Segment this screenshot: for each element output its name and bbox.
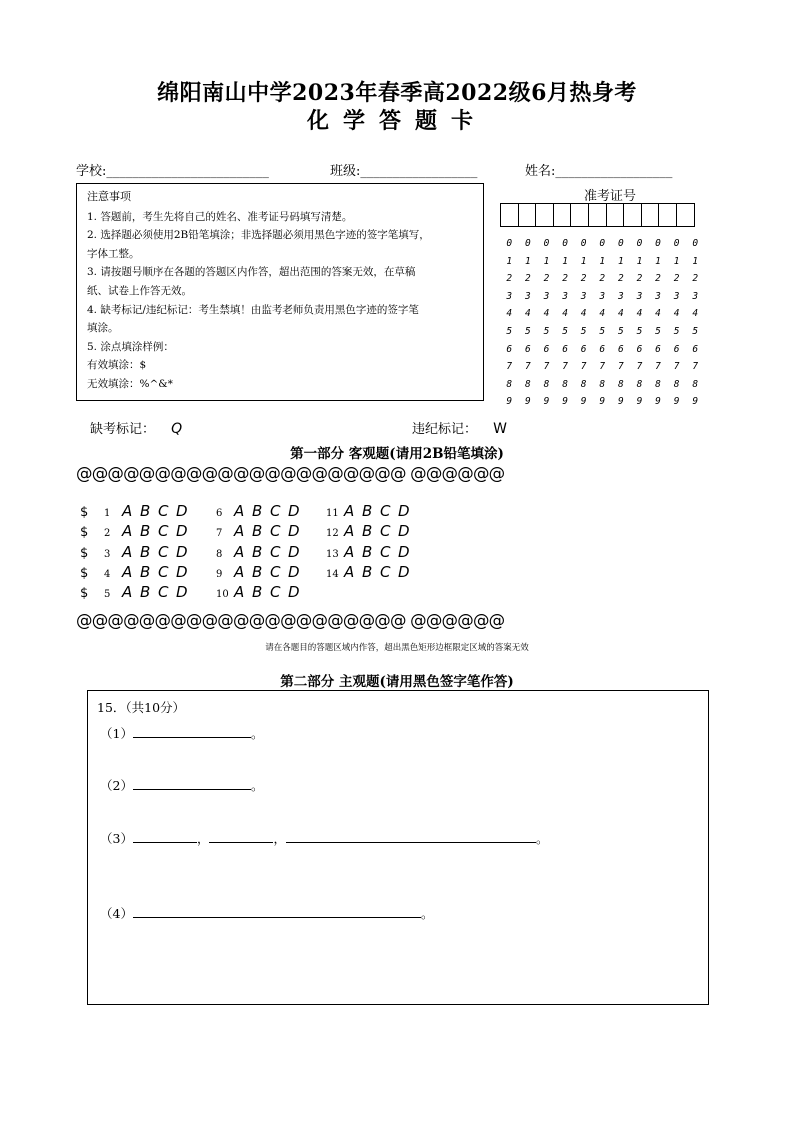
exam-number-cell[interactable] bbox=[588, 203, 607, 227]
option-bubble[interactable]: A bbox=[122, 562, 133, 581]
question-number: 7 bbox=[216, 528, 223, 540]
question-item bbox=[80, 543, 194, 563]
option-bubble[interactable]: B bbox=[362, 522, 373, 541]
q15-sub3[interactable] bbox=[100, 829, 549, 847]
q15-sub2-end: 。 bbox=[250, 778, 264, 793]
exam-digit-bubble[interactable]: 3 bbox=[599, 290, 606, 302]
exam-digit-bubble[interactable]: 3 bbox=[673, 290, 680, 302]
q15-sub4[interactable] bbox=[100, 904, 433, 922]
school-blank: _________________________ bbox=[106, 164, 269, 179]
option-bubble[interactable]: D bbox=[176, 542, 188, 561]
question-number: 12 bbox=[326, 528, 339, 540]
option-bubble[interactable]: B bbox=[140, 542, 151, 561]
notes-title: 注意事项 bbox=[87, 190, 131, 203]
option-bubble[interactable]: D bbox=[288, 562, 300, 581]
option-bubble[interactable]: C bbox=[158, 542, 169, 561]
option-bubble[interactable]: B bbox=[140, 522, 151, 541]
option-bubble[interactable]: B bbox=[140, 502, 151, 520]
exam-digit-bubble[interactable]: 5 bbox=[562, 326, 568, 337]
exam-digit-bubble[interactable]: 0 bbox=[692, 238, 699, 249]
name-field[interactable] bbox=[525, 160, 672, 179]
question-item bbox=[80, 522, 194, 542]
option-bubble[interactable]: A bbox=[234, 522, 245, 541]
exam-digit-bubble[interactable]: 6 bbox=[543, 343, 550, 355]
exam-digit-bubble[interactable]: 3 bbox=[636, 290, 643, 302]
exam-digit-bubble[interactable]: 7 bbox=[543, 361, 550, 373]
q15-sub1-blank[interactable] bbox=[133, 725, 251, 738]
question-item bbox=[216, 522, 306, 542]
exam-digit-bubble[interactable]: 4 bbox=[562, 308, 568, 320]
note-line: 5. 涂点填涂样例： bbox=[87, 340, 174, 353]
q15-header: 15．（共10分） bbox=[97, 700, 186, 715]
option-bubble[interactable]: B bbox=[140, 562, 151, 581]
question-number: 11 bbox=[326, 508, 339, 519]
exam-digit-bubble[interactable]: 0 bbox=[580, 238, 587, 249]
exam-digit-bubble[interactable]: 4 bbox=[599, 308, 606, 320]
exam-digit-row bbox=[500, 344, 705, 355]
q15-sub3-blank-3[interactable] bbox=[286, 830, 536, 843]
exam-digit-bubble[interactable]: 6 bbox=[562, 343, 568, 355]
exam-number-cell[interactable] bbox=[553, 203, 572, 227]
option-bubble[interactable]: C bbox=[270, 542, 281, 561]
note-line: 无效填涂：%^&* bbox=[87, 377, 173, 390]
exam-digit-bubble[interactable]: 8 bbox=[673, 378, 680, 390]
exam-digit-bubble[interactable]: 1 bbox=[636, 255, 643, 267]
exam-digit-bubble[interactable]: 7 bbox=[655, 361, 661, 373]
exam-digit-bubble[interactable]: 6 bbox=[599, 343, 606, 355]
note-line: 纸、试卷上作答无效。 bbox=[87, 284, 192, 297]
exam-digit-bubble[interactable]: 5 bbox=[506, 326, 513, 337]
exam-digit-bubble[interactable]: 2 bbox=[636, 273, 643, 285]
notes-box bbox=[76, 183, 484, 401]
exam-digit-bubble[interactable]: 1 bbox=[599, 255, 606, 267]
timing-marks-top: @@@@@@@@@@@@@@@@@@@@@ @@@@@@ bbox=[76, 464, 505, 483]
exam-digit-bubble[interactable]: 5 bbox=[599, 326, 606, 337]
exam-digit-bubble[interactable]: 8 bbox=[562, 378, 568, 390]
class-blank: __________________ bbox=[360, 164, 478, 179]
note-line: 1. 答题前，考生先将自己的姓名、准考证号码填写清楚。 bbox=[87, 210, 353, 223]
exam-digit-bubble[interactable]: 8 bbox=[692, 378, 699, 390]
exam-digit-bubble[interactable]: 2 bbox=[506, 273, 513, 285]
option-bubble[interactable]: C bbox=[380, 502, 391, 520]
exam-digit-bubble[interactable]: 3 bbox=[525, 290, 531, 302]
q15-sub4-blank[interactable] bbox=[133, 905, 421, 918]
option-bubble[interactable]: B bbox=[252, 562, 263, 581]
timing-marks-bottom: @@@@@@@@@@@@@@@@@@@@@ @@@@@@ bbox=[76, 611, 505, 630]
exam-digit-bubble[interactable]: 8 bbox=[599, 378, 606, 390]
question-number: 1 bbox=[104, 508, 111, 519]
q15-sub2-label: （2） bbox=[100, 778, 133, 793]
school-label: 学校: bbox=[76, 164, 107, 179]
note-line: 字体工整。 bbox=[87, 247, 140, 260]
exam-digit-bubble[interactable]: 4 bbox=[580, 308, 587, 320]
exam-number-cell[interactable] bbox=[570, 203, 589, 227]
exam-digit-bubble[interactable]: 7 bbox=[506, 361, 513, 373]
exam-digit-bubble[interactable]: 9 bbox=[617, 396, 624, 408]
exam-digit-bubble[interactable]: 5 bbox=[692, 326, 699, 337]
option-bubble[interactable]: D bbox=[398, 502, 410, 520]
answer-area-footnote: 请在各题目的答题区域内作答，超出黑色矩形边框限定区域的答案无效 bbox=[265, 643, 529, 653]
option-bubble[interactable]: C bbox=[380, 522, 391, 541]
exam-digit-bubble[interactable]: 3 bbox=[655, 290, 661, 302]
exam-number-cell[interactable] bbox=[623, 203, 642, 227]
part1-title: 第一部分 客观题(请用2B铅笔填涂) bbox=[290, 446, 504, 462]
question-item bbox=[326, 543, 416, 563]
exam-digit-bubble[interactable]: 3 bbox=[506, 290, 513, 302]
q15-sub3-blank-1[interactable] bbox=[133, 830, 197, 843]
exam-digit-bubble[interactable]: 1 bbox=[506, 255, 513, 267]
question-item bbox=[216, 583, 306, 603]
exam-digit-bubble[interactable]: 5 bbox=[617, 326, 624, 337]
position-marker: $ bbox=[80, 586, 89, 602]
exam-digit-bubble[interactable]: 9 bbox=[525, 396, 531, 408]
q15-sub3-sep-1: ， bbox=[196, 831, 210, 846]
exam-digit-row bbox=[500, 326, 705, 337]
question-number: 2 bbox=[104, 528, 111, 540]
q15-sub3-label: （3） bbox=[100, 831, 133, 846]
question-number: 9 bbox=[216, 568, 223, 580]
exam-digit-bubble[interactable]: 2 bbox=[655, 273, 661, 285]
exam-digit-bubble[interactable]: 1 bbox=[655, 255, 661, 267]
exam-digit-bubble[interactable]: 6 bbox=[506, 343, 513, 355]
question-number: 14 bbox=[326, 568, 339, 580]
exam-digit-bubble[interactable]: 0 bbox=[599, 238, 606, 249]
option-bubble[interactable]: D bbox=[288, 502, 300, 520]
exam-digit-bubble[interactable]: 8 bbox=[617, 378, 624, 390]
exam-digit-bubble[interactable]: 7 bbox=[599, 361, 606, 373]
option-bubble[interactable]: B bbox=[252, 542, 263, 561]
exam-digit-row bbox=[500, 396, 705, 407]
q15-sub4-end: 。 bbox=[420, 906, 434, 921]
question-number: 3 bbox=[104, 548, 111, 560]
option-bubble[interactable]: B bbox=[252, 522, 263, 541]
q15-sub1-end: 。 bbox=[250, 726, 264, 741]
exam-digit-bubble[interactable]: 8 bbox=[525, 378, 531, 390]
option-bubble[interactable]: C bbox=[270, 522, 281, 541]
exam-digit-bubble[interactable]: 9 bbox=[655, 396, 661, 408]
exam-digit-bubble[interactable]: 5 bbox=[543, 326, 550, 337]
exam-digit-bubble[interactable]: 4 bbox=[543, 308, 550, 320]
option-bubble[interactable]: A bbox=[234, 542, 245, 561]
exam-digit-bubble[interactable]: 8 bbox=[543, 378, 550, 390]
exam-digit-bubble[interactable]: 2 bbox=[580, 273, 587, 285]
note-line: 3. 请按题号顺序在各题的答题区内作答，超出范围的答案无效，在草稿 bbox=[87, 266, 416, 279]
exam-digit-bubble[interactable]: 7 bbox=[692, 361, 699, 373]
position-marker: $ bbox=[80, 525, 89, 541]
q15-sub3-sep-2: ， bbox=[273, 831, 286, 846]
exam-digit-bubble[interactable]: 0 bbox=[525, 238, 531, 249]
absent-mark[interactable] bbox=[90, 418, 182, 437]
question-number: 6 bbox=[216, 508, 223, 519]
page-title: 绵阳南山中学2023年春季高2022级6月热身考 bbox=[157, 80, 637, 106]
question-number: 13 bbox=[326, 548, 339, 560]
option-bubble[interactable]: C bbox=[270, 583, 281, 602]
option-bubble[interactable]: C bbox=[270, 562, 281, 581]
option-bubble[interactable]: A bbox=[344, 542, 355, 561]
option-bubble[interactable]: A bbox=[234, 562, 245, 581]
exam-digit-bubble[interactable]: 7 bbox=[636, 361, 643, 373]
option-bubble[interactable]: D bbox=[398, 522, 410, 541]
exam-digit-bubble[interactable]: 2 bbox=[543, 273, 550, 285]
exam-digit-bubble[interactable]: 3 bbox=[692, 290, 699, 302]
absent-mark-symbol[interactable]: Q bbox=[171, 421, 183, 437]
option-bubble[interactable]: A bbox=[122, 522, 133, 541]
option-bubble[interactable]: C bbox=[158, 583, 169, 602]
option-bubble[interactable]: B bbox=[252, 583, 263, 602]
violation-mark-label: 违纪标记： bbox=[412, 422, 478, 437]
exam-digit-row bbox=[500, 291, 705, 302]
option-bubble[interactable]: B bbox=[362, 502, 373, 520]
option-bubble[interactable]: D bbox=[288, 522, 300, 541]
exam-digit-row bbox=[500, 379, 705, 390]
exam-digit-bubble[interactable]: 3 bbox=[580, 290, 587, 302]
exam-digit-bubble[interactable]: 7 bbox=[562, 361, 568, 373]
note-line: 填涂。 bbox=[87, 322, 119, 335]
exam-digit-bubble[interactable]: 5 bbox=[655, 326, 661, 337]
exam-digit-bubble[interactable]: 9 bbox=[506, 396, 513, 408]
exam-digit-bubble[interactable]: 6 bbox=[525, 343, 531, 355]
exam-digit-bubble[interactable]: 4 bbox=[617, 308, 624, 320]
exam-digit-bubble[interactable]: 9 bbox=[580, 396, 587, 408]
exam-digit-bubble[interactable]: 9 bbox=[692, 396, 699, 408]
exam-digit-bubble[interactable]: 6 bbox=[636, 343, 643, 355]
note-line: 4. 缺考标记/违纪标记：考生禁填！由监考老师负责用黑色字迹的签字笔 bbox=[87, 303, 419, 316]
exam-digit-bubble[interactable]: 1 bbox=[525, 255, 531, 267]
name-blank: __________________ bbox=[555, 164, 673, 179]
exam-digit-bubble[interactable]: 2 bbox=[562, 273, 568, 285]
class-field[interactable] bbox=[330, 160, 477, 179]
exam-digit-bubble[interactable]: 1 bbox=[543, 255, 550, 267]
option-bubble[interactable]: D bbox=[288, 583, 300, 602]
exam-digit-bubble[interactable]: 4 bbox=[636, 308, 643, 320]
exam-digit-bubble[interactable]: 5 bbox=[525, 326, 531, 337]
exam-digit-bubble[interactable]: 6 bbox=[655, 343, 661, 355]
exam-digit-bubble[interactable]: 1 bbox=[617, 255, 624, 267]
exam-digit-bubble[interactable]: 0 bbox=[673, 238, 680, 249]
option-bubble[interactable]: A bbox=[234, 502, 245, 520]
option-bubble[interactable]: B bbox=[252, 502, 263, 520]
exam-digit-bubble[interactable]: 9 bbox=[562, 396, 568, 408]
part2-title: 第二部分 主观题(请用黑色签字笔作答) bbox=[280, 674, 514, 690]
exam-digit-bubble[interactable]: 4 bbox=[673, 308, 680, 320]
name-label: 姓名: bbox=[525, 164, 556, 179]
question-item bbox=[216, 563, 306, 583]
position-marker: $ bbox=[80, 505, 89, 520]
option-bubble[interactable]: B bbox=[362, 542, 373, 561]
exam-digit-row bbox=[500, 273, 705, 284]
exam-digit-bubble[interactable]: 1 bbox=[562, 255, 568, 267]
exam-number-cell[interactable] bbox=[606, 203, 625, 227]
option-bubble[interactable]: C bbox=[158, 522, 169, 541]
exam-digit-bubble[interactable]: 9 bbox=[636, 396, 643, 408]
exam-digit-bubble[interactable]: 0 bbox=[655, 238, 661, 249]
page-subtitle: 化学答题卡 bbox=[306, 108, 487, 134]
violation-mark[interactable] bbox=[412, 418, 507, 437]
exam-digit-bubble[interactable]: 7 bbox=[580, 361, 587, 373]
exam-digit-bubble[interactable]: 0 bbox=[636, 238, 643, 249]
exam-digit-bubble[interactable]: 2 bbox=[692, 273, 699, 285]
exam-digit-bubble[interactable]: 2 bbox=[673, 273, 680, 285]
exam-number-cell[interactable] bbox=[658, 203, 677, 227]
exam-digit-bubble[interactable]: 8 bbox=[636, 378, 643, 390]
exam-digit-bubble[interactable]: 7 bbox=[673, 361, 680, 373]
question-column-3 bbox=[326, 502, 416, 583]
exam-number-cell[interactable] bbox=[641, 203, 660, 227]
option-bubble[interactable]: A bbox=[122, 583, 133, 602]
exam-digit-bubble[interactable]: 2 bbox=[617, 273, 624, 285]
exam-digit-bubble[interactable]: 1 bbox=[692, 255, 699, 267]
position-marker: $ bbox=[80, 565, 89, 581]
exam-digit-bubble[interactable]: 3 bbox=[617, 290, 624, 302]
exam-number-title: 准考证号 bbox=[583, 189, 636, 204]
option-bubble[interactable]: C bbox=[380, 562, 391, 581]
option-bubble[interactable]: D bbox=[176, 502, 188, 520]
question-item bbox=[326, 563, 416, 583]
q15-sub2[interactable] bbox=[100, 776, 263, 794]
exam-digit-bubble[interactable]: 4 bbox=[692, 308, 699, 320]
exam-digit-bubble[interactable]: 2 bbox=[599, 273, 606, 285]
note-line: 2. 选择题必须使用2B铅笔填涂；非选择题必须用黑色字迹的签字笔填写， bbox=[87, 229, 430, 242]
exam-digit-bubble[interactable]: 1 bbox=[673, 255, 680, 267]
exam-digit-bubble[interactable]: 9 bbox=[673, 396, 680, 408]
question-column-2 bbox=[216, 502, 306, 603]
exam-digit-row bbox=[500, 256, 705, 267]
question-number: 10 bbox=[216, 589, 229, 601]
q15-sub2-blank[interactable] bbox=[133, 777, 251, 790]
exam-digit-bubble[interactable]: 0 bbox=[543, 238, 550, 249]
exam-digit-bubble[interactable]: 0 bbox=[617, 238, 624, 249]
exam-digit-bubble[interactable]: 4 bbox=[655, 308, 661, 320]
question-item bbox=[80, 563, 194, 583]
exam-digit-bubble[interactable]: 0 bbox=[562, 238, 568, 249]
option-bubble[interactable]: D bbox=[176, 522, 188, 541]
exam-digit-bubble[interactable]: 5 bbox=[636, 326, 643, 337]
exam-digit-bubble[interactable]: 5 bbox=[580, 326, 587, 337]
q15-sub3-blank-2[interactable] bbox=[209, 830, 273, 843]
question-number: 5 bbox=[104, 589, 111, 601]
option-bubble[interactable]: A bbox=[344, 502, 355, 520]
option-bubble[interactable]: C bbox=[158, 562, 169, 581]
exam-digit-bubble[interactable]: 1 bbox=[580, 255, 587, 267]
question-item bbox=[80, 502, 194, 522]
exam-digit-bubble[interactable]: 3 bbox=[562, 290, 568, 302]
exam-digit-bubble[interactable]: 9 bbox=[599, 396, 606, 408]
question-item bbox=[216, 502, 306, 522]
position-marker: $ bbox=[80, 545, 89, 561]
q15-sub3-end: 。 bbox=[535, 831, 549, 846]
question-item bbox=[326, 522, 416, 542]
option-bubble[interactable]: D bbox=[288, 542, 300, 561]
option-bubble[interactable]: B bbox=[362, 562, 373, 581]
option-bubble[interactable]: B bbox=[140, 583, 151, 602]
exam-number-cell[interactable] bbox=[500, 203, 519, 227]
exam-number-cell[interactable] bbox=[518, 203, 537, 227]
exam-number-cells[interactable] bbox=[500, 203, 694, 227]
violation-mark-symbol[interactable]: W bbox=[493, 421, 507, 437]
exam-digit-bubble[interactable]: 0 bbox=[506, 238, 513, 249]
option-bubble[interactable]: D bbox=[398, 562, 410, 581]
option-bubble[interactable]: C bbox=[380, 542, 391, 561]
question-number: 8 bbox=[216, 548, 223, 560]
exam-digit-row bbox=[500, 361, 705, 372]
question-item bbox=[80, 583, 194, 603]
exam-digit-bubble[interactable]: 9 bbox=[543, 396, 550, 408]
exam-digit-row bbox=[500, 308, 705, 319]
option-bubble[interactable]: A bbox=[234, 583, 245, 602]
exam-digit-bubble[interactable]: 2 bbox=[525, 273, 531, 285]
exam-digit-bubble[interactable]: 5 bbox=[673, 326, 680, 337]
question-column-1 bbox=[80, 502, 194, 603]
question-number: 4 bbox=[104, 568, 111, 580]
absent-mark-label: 缺考标记： bbox=[90, 422, 156, 437]
question-item bbox=[216, 543, 306, 563]
exam-digit-bubble[interactable]: 7 bbox=[525, 361, 531, 373]
option-bubble[interactable]: A bbox=[122, 502, 133, 520]
option-bubble[interactable]: A bbox=[122, 542, 133, 561]
exam-digit-bubble[interactable]: 6 bbox=[617, 343, 624, 355]
exam-digit-bubble[interactable]: 6 bbox=[673, 343, 680, 355]
exam-digit-bubble[interactable]: 3 bbox=[543, 290, 550, 302]
exam-digit-bubble[interactable]: 8 bbox=[506, 378, 513, 390]
q15-sub1[interactable] bbox=[100, 724, 263, 742]
question-item bbox=[326, 502, 416, 522]
q15-sub4-label: （4） bbox=[100, 906, 133, 921]
option-bubble[interactable]: D bbox=[398, 542, 410, 561]
exam-digit-bubble[interactable]: 4 bbox=[525, 308, 531, 320]
option-bubble[interactable]: A bbox=[344, 562, 355, 581]
option-bubble[interactable]: D bbox=[176, 583, 188, 602]
exam-digit-bubble[interactable]: 4 bbox=[506, 308, 513, 320]
class-label: 班级: bbox=[330, 164, 361, 179]
exam-number-cell[interactable] bbox=[535, 203, 554, 227]
exam-digit-bubble[interactable]: 6 bbox=[580, 343, 587, 355]
option-bubble[interactable]: C bbox=[270, 502, 281, 520]
option-bubble[interactable]: D bbox=[176, 562, 188, 581]
note-line: 有效填涂：$ bbox=[87, 359, 147, 372]
option-bubble[interactable]: C bbox=[158, 502, 169, 520]
exam-number-cell[interactable] bbox=[676, 203, 695, 227]
exam-digit-bubble[interactable]: 7 bbox=[617, 361, 624, 373]
q15-sub1-label: （1） bbox=[100, 726, 133, 741]
exam-digit-bubble[interactable]: 8 bbox=[580, 378, 587, 390]
exam-digit-bubble[interactable]: 6 bbox=[692, 343, 699, 355]
exam-digit-row bbox=[500, 238, 705, 249]
option-bubble[interactable]: A bbox=[344, 522, 355, 541]
exam-digit-bubble[interactable]: 8 bbox=[655, 378, 661, 390]
school-field[interactable] bbox=[76, 160, 269, 179]
